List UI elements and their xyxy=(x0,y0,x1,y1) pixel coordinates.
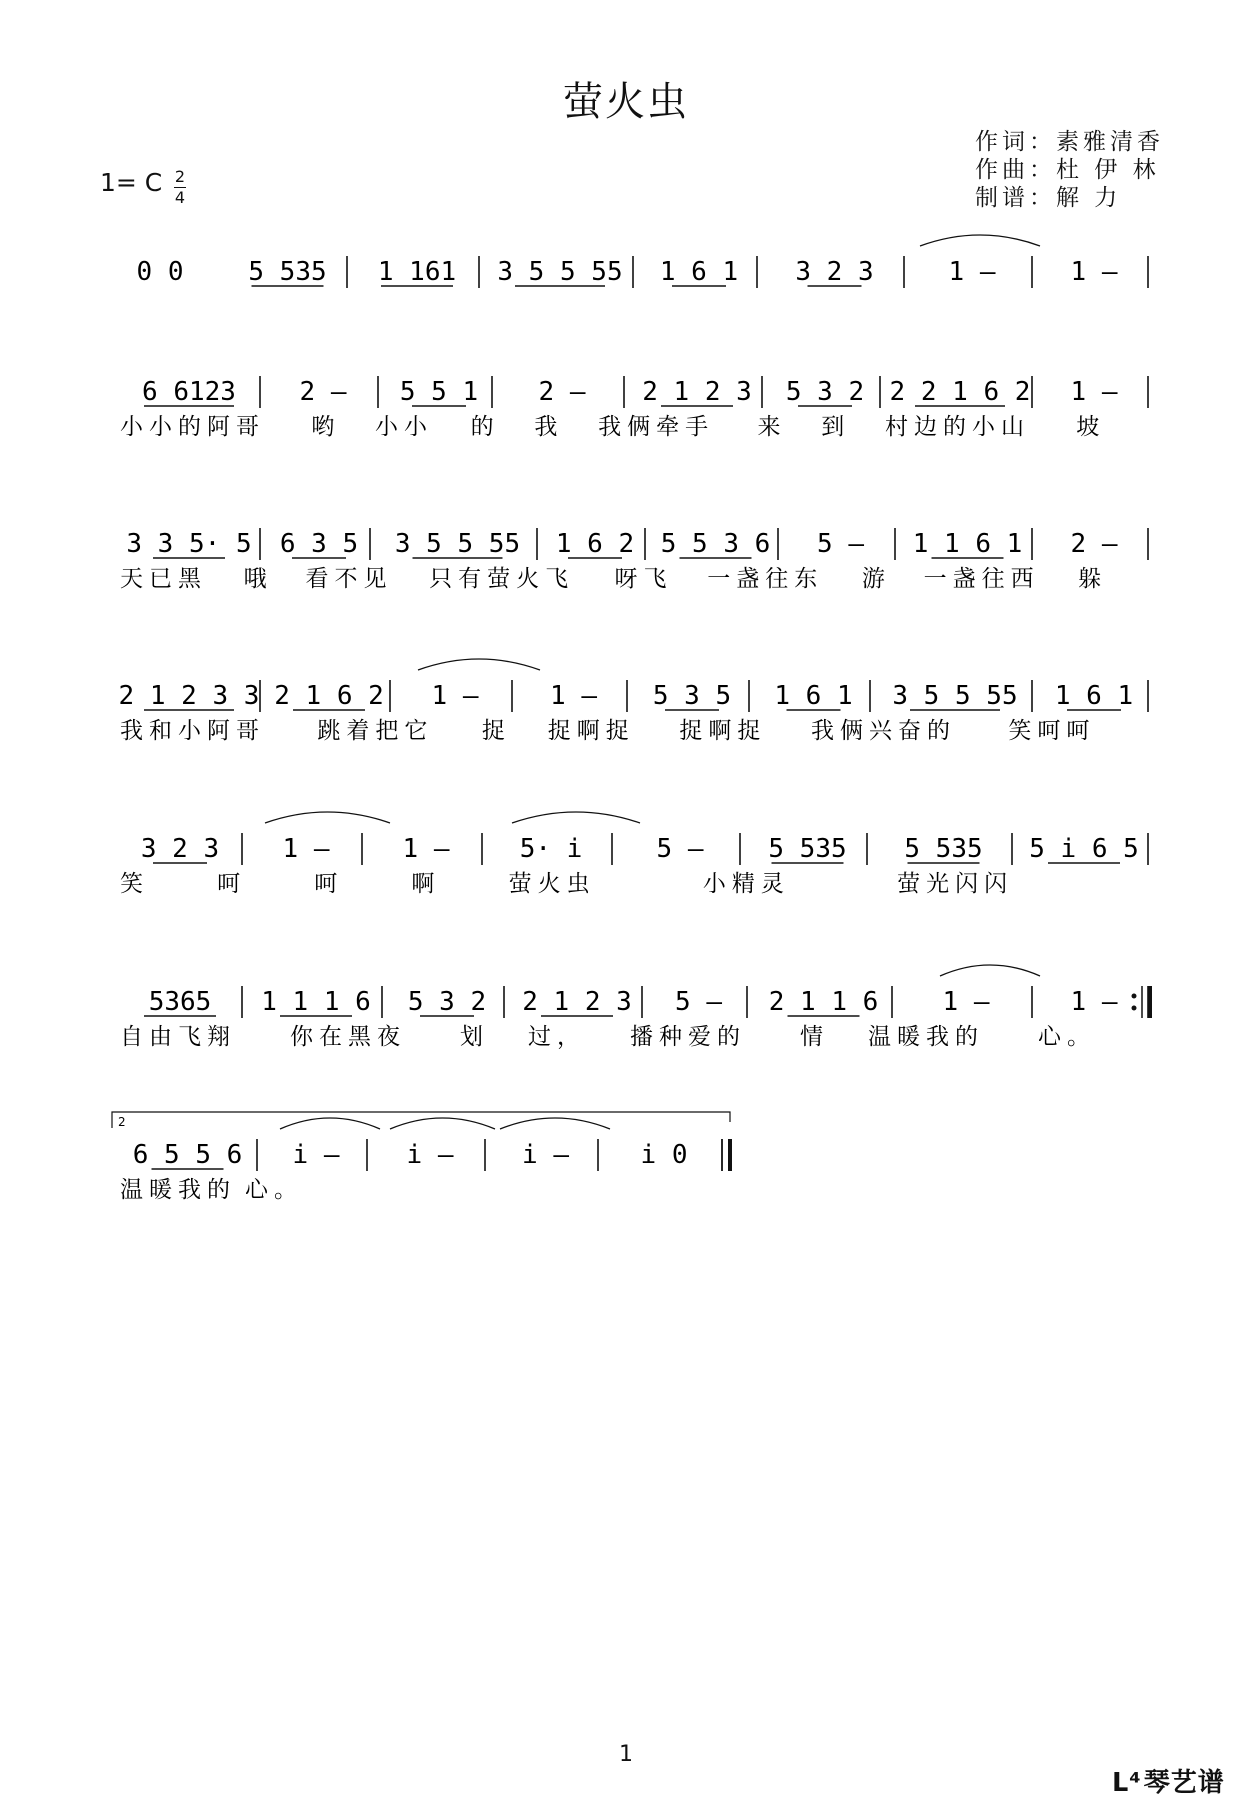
lyric-syllable: 呵 xyxy=(217,871,247,897)
lyric-syllable: 呀飞 xyxy=(614,566,673,592)
lyric-syllable: 哟 xyxy=(311,414,341,440)
measure-notes: 5 – xyxy=(817,529,864,559)
lyricist-credit: 作词：素雅清香 xyxy=(975,129,1164,155)
measure-notes: 2 1 6 2 xyxy=(274,681,384,711)
measure-notes: 1 – xyxy=(948,257,996,287)
lyric-syllable: 的 xyxy=(470,414,500,440)
measure-notes: 1 – xyxy=(1070,257,1118,287)
lyric-syllable: 躲 xyxy=(1078,566,1108,592)
measure-notes: 1 – xyxy=(1070,377,1118,407)
lyric-syllable: 捉 xyxy=(481,718,511,744)
lyric-syllable: 我 xyxy=(534,414,564,440)
time-signature-top: 2 xyxy=(174,167,186,186)
tie-slur xyxy=(940,965,1040,976)
lyric-syllable: 笑 xyxy=(120,871,149,897)
measure-notes: 3 5 5 55 xyxy=(892,681,1018,711)
measure-notes: 2 – xyxy=(299,377,347,407)
page-number: 1 xyxy=(619,1742,633,1767)
lyric-syllable: 一盏往东 xyxy=(707,566,824,592)
lyric-syllable: 跳着把它 xyxy=(317,718,434,744)
measure-notes: 5 3 5 xyxy=(652,681,732,711)
measure-notes: 1 – xyxy=(550,681,597,711)
lyric-syllable: 一盏往西 xyxy=(923,566,1040,592)
lyric-syllable: 心。 xyxy=(1038,1024,1096,1050)
measure-notes: 1 161 xyxy=(377,257,457,287)
time-signature-bottom: 4 xyxy=(174,188,186,207)
lyric-syllable: 情 xyxy=(800,1024,829,1050)
lyric-syllable: 坡 xyxy=(1076,414,1106,440)
lyric-syllable: 来 xyxy=(757,414,787,440)
measure-notes: 5 535 xyxy=(768,834,847,864)
measure-notes: 3 5 5 55 xyxy=(394,529,521,559)
lyric-syllable: 小小 xyxy=(375,414,433,440)
measure-notes: 2 – xyxy=(1070,529,1118,559)
measure-notes: 2 1 2 3 xyxy=(642,377,752,407)
measure-notes: 5 5 3 6 xyxy=(660,529,771,559)
composer-credit: 作曲：杜 伊 林 xyxy=(975,157,1160,183)
lyric-syllable: 温暖我的 xyxy=(120,1177,236,1203)
measure-notes: 5365 xyxy=(148,987,212,1017)
measure-notes: 2 1 1 6 xyxy=(768,987,879,1017)
volta-number: 2 xyxy=(118,1115,126,1129)
lyric-syllable: 划 xyxy=(460,1024,489,1050)
measure-notes: 5 – xyxy=(656,834,704,864)
piano-logo-icon: ᒪ⁴ xyxy=(1112,1768,1142,1798)
measure-notes: 3 2 3 xyxy=(795,257,874,287)
measure-notes: 1 6 1 xyxy=(1054,681,1134,711)
tie-slur xyxy=(390,1118,495,1129)
lyric-syllable: 我俩兴奋的 xyxy=(810,718,956,744)
measure-notes: 2 1 2 3 xyxy=(522,987,632,1017)
measure-notes: 3 2 3 xyxy=(140,834,220,864)
measure-notes: 5 3 2 xyxy=(407,987,487,1017)
measure-notes: 1 6 2 xyxy=(555,529,635,559)
measure-notes: 1 1 6 1 xyxy=(912,529,1023,559)
measure-notes: 5 5 1 xyxy=(399,377,479,407)
measure-notes: 1 – xyxy=(1070,987,1118,1017)
lyric-syllable: 我和小阿哥 xyxy=(120,718,265,744)
lyric-syllable: 游 xyxy=(861,566,891,592)
measure-notes: 1 6 1 xyxy=(659,257,739,287)
lyric-syllable: 村边的小山 xyxy=(885,414,1030,440)
measure-notes: 5 i 6 5 xyxy=(1029,834,1139,864)
measure-notes: 2 1 2 3 3 xyxy=(118,681,260,711)
lyric-syllable: 到 xyxy=(821,414,851,440)
lyric-syllable: 捉啊捉 xyxy=(679,718,767,744)
lyric-syllable: 我俩牵手 xyxy=(598,414,715,440)
tie-slur xyxy=(265,812,390,823)
measure-notes: i – xyxy=(406,1140,454,1170)
measure-notes: 6 3 5 xyxy=(279,529,359,559)
measure-notes: 3 3 5· 5 xyxy=(126,529,252,559)
repeat-dot xyxy=(1132,1006,1137,1011)
measure-notes: 5 3 2 xyxy=(785,377,865,407)
lyric-syllable: 小小的阿哥 xyxy=(120,414,265,440)
tie-slur xyxy=(920,235,1040,246)
lyric-syllable: 自由飞翔 xyxy=(120,1024,236,1050)
lyric-syllable: 萤光闪闪 xyxy=(897,871,1014,897)
measure-notes: 5· i xyxy=(519,834,583,864)
tie-slur xyxy=(512,812,640,823)
measure-notes: 2 2 1 6 2 xyxy=(889,377,1031,407)
measure-notes: i 0 xyxy=(640,1140,688,1170)
measure-notes: 1 – xyxy=(402,834,450,864)
measure-notes: 0 0 xyxy=(136,257,184,287)
lyric-syllable: 看不见 xyxy=(305,566,393,592)
lyric-syllable: 笑呵呵 xyxy=(1008,718,1096,744)
tie-slur xyxy=(418,659,540,670)
lyric-syllable: 哦 xyxy=(243,566,273,592)
lyric-syllable: 捉啊捉 xyxy=(547,718,635,744)
measure-notes: 1 – xyxy=(282,834,330,864)
tie-slur xyxy=(280,1118,380,1129)
lyric-syllable: 你在黑夜 xyxy=(290,1024,406,1050)
measure-notes: 2 – xyxy=(538,377,586,407)
measure-notes: 1 6 1 xyxy=(774,681,853,711)
lyric-syllable: 小精灵 xyxy=(702,871,790,897)
lyric-syllable: 过， xyxy=(528,1024,586,1050)
measure-notes: 5 – xyxy=(675,987,722,1017)
lyric-syllable: 萤火虫 xyxy=(508,871,596,897)
lyric-syllable: 呵 xyxy=(314,871,344,897)
repeat-dot xyxy=(1132,994,1137,999)
lyric-syllable: 啊 xyxy=(411,871,441,897)
watermark xyxy=(1112,1762,1225,1799)
watermark-text: 琴艺谱 xyxy=(1143,1768,1225,1798)
measure-notes: 1 – xyxy=(431,681,479,711)
measure-notes: 1 1 1 6 xyxy=(261,987,371,1017)
measure-notes: i – xyxy=(292,1140,340,1170)
measure-notes: 5 535 xyxy=(904,834,983,864)
lyric-syllable: 播种爱的 xyxy=(630,1024,746,1050)
measure-notes: 6 5 5 6 xyxy=(132,1140,243,1170)
measure-notes: 1 – xyxy=(942,987,990,1017)
lyric-syllable: 天已黑 xyxy=(120,566,207,592)
measure-notes: 3 5 5 55 xyxy=(497,257,623,287)
tie-slur xyxy=(500,1118,610,1129)
page-title: 萤火虫 xyxy=(563,79,689,125)
measure-notes: 5 535 xyxy=(248,257,327,287)
measure-notes: 6 6123 xyxy=(142,377,236,407)
lyric-syllable: 心。 xyxy=(245,1177,303,1203)
key-signature: 1= C xyxy=(100,168,163,197)
transcriber-credit: 制谱：解 力 xyxy=(975,185,1122,211)
measure-notes: i – xyxy=(522,1140,569,1170)
lyric-syllable: 只有萤火飞 xyxy=(429,566,575,592)
lyric-syllable: 温暖我的 xyxy=(868,1024,984,1050)
